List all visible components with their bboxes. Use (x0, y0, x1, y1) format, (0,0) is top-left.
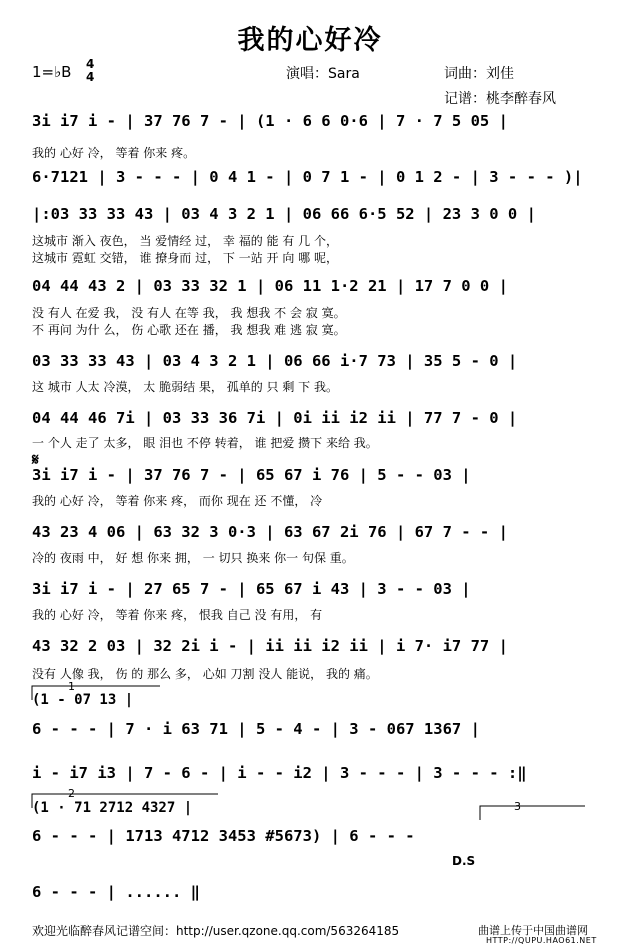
dal-segno-mark: D.S (452, 854, 476, 868)
lyric-line-8: 我的 心好 冷， 等着 你来 疼， 而你 现在 还 不懂， 冷 (32, 494, 323, 508)
notation-row-4: 04 44 43 2 | 03 33 32 1 | 06 11 1·2 21 | 17 7 0 0 | (32, 277, 508, 295)
volta-1-bracket (32, 686, 160, 700)
notation-row-2: 6·7121 | 3 - - - | 0 4 1 - | 0 7 1 - | 0 1 2 - | 3 - - - )| (32, 168, 583, 186)
notation-row-3: |:03 33 33 43 | 03 4 3 2 1 | 06 66 6·5 52 | 23 3 0 0 | (32, 205, 536, 223)
notation-row-6: 04 44 46 7i | 03 33 36 7i | 0i ii i2 ii | 77 7 - 0 | (32, 409, 518, 427)
score-title: 我的心好冷 (237, 25, 383, 56)
footer-welcome: 欢迎光临醉春风记谱空间：http://user.qzone.qq.com/563264185 (32, 924, 400, 938)
lyric-line-1: 我的 心好 冷， 等着 你来 疼。 (32, 146, 196, 160)
lyric-line-10: 我的 心好 冷， 等着 你来 疼， 恨我 自己 没 有用， 有 (32, 608, 323, 622)
notation-row-14: (1 · 71 2712 4327 | (32, 800, 193, 816)
lyric-line-6: 这 城市 人太 冷漠， 太 脆弱结 果， 孤单的 只 剩 下 我。 (32, 380, 338, 394)
footer-source: 曲谱上传于中国曲谱网 (478, 924, 588, 937)
time-signature-bottom: 4 (86, 70, 95, 84)
lyricist-composer-credit: 词曲：刘佳 (444, 66, 514, 82)
lyric-line-7: 一 个人 走了 太多， 眼 泪也 不停 转着， 谁 把爱 攒下 来给 我。 (32, 436, 378, 450)
notation-row-13: i - i7 i3 | 7 - 6 - | i - - i2 | 3 - - - | 3 - - - :‖ (32, 764, 527, 782)
volta-2-number: 2 (68, 787, 75, 800)
volta-3-bracket (480, 806, 585, 820)
notation-row-10: 43 32 2 03 | 32 2i i - | ii ii i2 ii | i 7· i7 77 | (32, 637, 508, 655)
notation-row-5: 03 33 33 43 | 03 4 3 2 1 | 06 66 i·7 73 | 35 5 - 0 | (32, 352, 518, 370)
singer-credit: 演唱：Sara (286, 66, 360, 82)
lyric-line-3: 这城市 霓虹 交错， 谁 撩身而 过， 下 一站 开 向 哪 呢， (32, 251, 338, 265)
key-signature: 1=♭B (32, 63, 72, 81)
volta-3-number: 3 (514, 800, 521, 813)
notation-row-12: 6 - - - | 7 · i 63 71 | 5 - 4 - | 3 - 067 1367 | (32, 720, 480, 738)
notation-row-1: 3i i7 i - | 37 76 7 - | (1 · 6 6 0·6 | 7 · 7 5 05 | (32, 112, 508, 130)
volta-2-bracket (32, 794, 218, 808)
notation-row-16: 6 - - - | ...... ‖ (32, 883, 200, 901)
transcriber-credit: 记谱：桃李醉春风 (444, 91, 556, 107)
notation-row-9: 3i i7 i - | 27 65 7 - | 65 67 i 43 | 3 - - 03 | (32, 580, 471, 598)
footer-url: HTTP://QUPU.HAO61.NET (486, 936, 597, 945)
notation-row-11: (1 - 07 13 | (32, 692, 134, 708)
notation-row-15: 6 - - - | 1713 4712 3453 #5673) | 6 - - - (32, 827, 415, 845)
notation-row-8: 43 23 4 06 | 63 32 3 0·3 | 63 67 2i 76 | 67 7 - - | (32, 523, 508, 541)
volta-1-number: 1 (68, 680, 75, 693)
lyric-line-11: 没有 人像 我， 伤 的 那么 多， 心如 刀割 没人 能说， 我的 痛。 (32, 667, 378, 681)
lyric-line-2: 这城市 渐入 夜色， 当 爱情经 过， 幸 福的 能 有 几 个， (32, 234, 338, 248)
time-signature-top: 4 (86, 57, 95, 71)
lyric-line-5: 不 再问 为什 么， 伤 心歌 还在 播， 我 想我 难 逃 寂 寞。 (32, 323, 346, 337)
notation-row-7: 3i i7 i - | 37 76 7 - | 65 67 i 76 | 5 - - 03 | (32, 466, 471, 484)
segno-sign: 𝄋 (32, 450, 39, 469)
lyric-line-4: 没 有人 在爱 我， 没 有人 在等 我， 我 想我 不 会 寂 寞。 (32, 306, 346, 320)
lyric-line-9: 冷的 夜雨 中， 好 想 你来 拥， 一 切只 换来 你一 句保 重。 (32, 551, 354, 565)
